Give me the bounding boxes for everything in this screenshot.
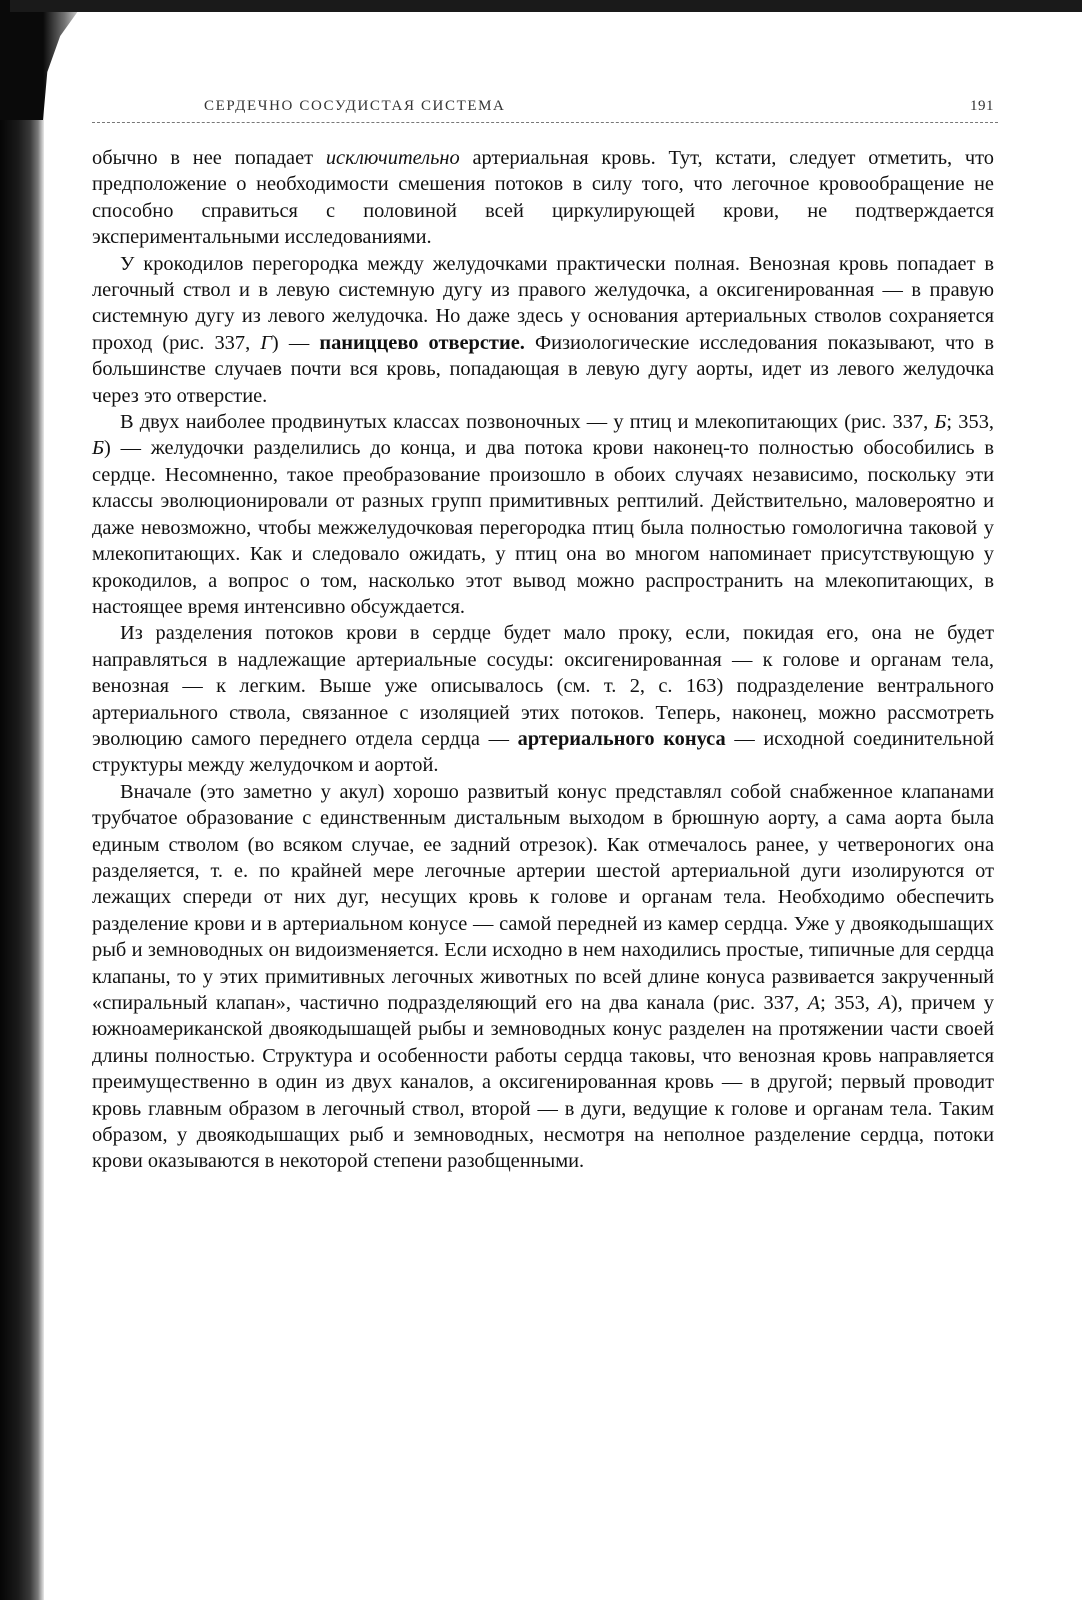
paragraph [92, 620, 994, 778]
paragraph-text: — исходной соединительной структуры между желудочком и аортой. [92, 727, 995, 777]
italic-text: А [878, 992, 891, 1014]
italic-text: А [807, 992, 821, 1014]
paragraph-text: Вначале (это заметно у акул) хорошо развитый конус представлял собой снабженное клапанами трубчатое образование с единственным дистальным выходом в брюшную аорту, а сама аорта была единым стволом (во всяком случае, ее задний отрезок). Как отмечалось ранее, у четвероногих она разделяется, т. е. по крайней мере легочные артерии шестой артериальной дуги изолируются от лежащих спереди от них дуг, несущих кровь к голове и органам тела. Необходимо обеспечить разделение крови и в артериальном конусе — самой передней из камер сердца. Уже у двоякодышащих рыб и земноводных он видоизменяется. Если исходно в нем находились простые, типичные для сердца клапаны, то у этих примитивных легочных животных по всей длине конуса развивается закрученный «спиральный клапан», частично подразделяющий его на два канала (рис. 337, [92, 780, 994, 1014]
paragraph-text: Из разделения потоков крови в сердце будет мало проку, если, покидая его, она не будет направляться в надлежащие артериальные сосуды: оксигенированная — к голове и органам тела, венозная — к легким. Выше уже описывалось (см. т. 2, с. 163) подразделение вентрального артериального ствола, связанное с изоляцией этих потоков. Теперь, наконец, можно рассмотреть эволюцию самого переднего отдела сердца — [92, 622, 994, 750]
paragraph [92, 251, 994, 409]
paragraph-text: В двух наиболее продвинутых классах позвоночных — у птиц и млекопитающих (рис. 337, [120, 411, 935, 434]
paragraph-text: Физиологические исследования показывают, что в большинстве случаев почти вся кровь, попадающая в левую дугу аорты, идет из левого желудочка через это отверстие. [92, 331, 995, 407]
paragraph [92, 779, 994, 1175]
paragraph [92, 409, 994, 620]
running-title: СЕРДЕЧНО СОСУДИСТАЯ СИСТЕМА [204, 98, 506, 114]
paragraph-text: ), причем у южноамериканской двоякодышащей рыбы и земноводных конус разделен на протяжении части своей длины полностью. Структура и особенности работы сердца таковы, что венозная кровь направляется преимущественно в один из двух каналов, а оксигенированная кровь — в другой; первый проводит кровь главным образом в легочный ствол, второй — в дуги, ведущие к голове и органам тела. Таким образом, у двоякодышащих рыб и земноводных, несмотря на неполное разделение сердца, потоки крови оказываются в некоторой степени разобщенными. [92, 992, 995, 1173]
italic-text: Г [260, 331, 272, 354]
running-header [92, 98, 1000, 120]
italic-text: Б [934, 411, 947, 434]
paragraph-text: ; 353, [946, 411, 994, 434]
paragraph-text: обычно в нее попадает [92, 147, 326, 169]
bold-term: артериального конуса [517, 727, 726, 750]
page-number: 191 [970, 98, 994, 114]
paragraph-text: ; 353, [820, 992, 879, 1014]
paragraph-text: ) — желудочки разделились до конца, и два потока крови наконец-то полностью обособились в сердце. Несомненно, такое преобразование произошло в обоих случаях независимо, поскольку эти классы эволюционировали от разных групп примитивных рептилий. Действительно, маловероятно и даже невозможно, чтобы межжелудочковая перегородка птиц была полностью гомологична таковой у млекопитающих. Как и следовало ожидать, у птиц она во многом напоминает присутствующую у крокодилов, а вопрос о том, насколько этот вывод можно распространить на млекопитающих, в настоящее время интенсивно обсуждается. [92, 437, 994, 618]
italic-text: исключительно [325, 147, 460, 169]
paragraph-text: ) — [271, 331, 320, 354]
scan-top-edge [10, 0, 1082, 12]
header-rule [92, 122, 998, 123]
scan-binding-shadow [0, 0, 44, 1600]
bold-term: паниццево отверстие. [319, 331, 525, 354]
italic-text: Б [92, 437, 105, 460]
body-text [92, 145, 994, 1175]
paragraph-text: У крокодилов перегородка между желудочками практически полная. Венозная кровь попадает в легочный ствол и в левую системную дугу из правого желудочка, а оксигенированная — в правую системную дугу из левого желудочка. Но даже здесь у основания артериальных стволов сохраняется проход (рис. 337, [92, 252, 994, 354]
paragraph [92, 145, 994, 251]
paragraph-text: артериальная кровь. Тут, кстати, следует отметить, что предположение о необходимости смешения потоков в силу того, что легочное кровообращение не способно справиться с половиной всей циркулирующей крови, не подтверждается экспериментальными исследованиями. [92, 147, 995, 249]
scan-corner-shadow [0, 0, 86, 120]
